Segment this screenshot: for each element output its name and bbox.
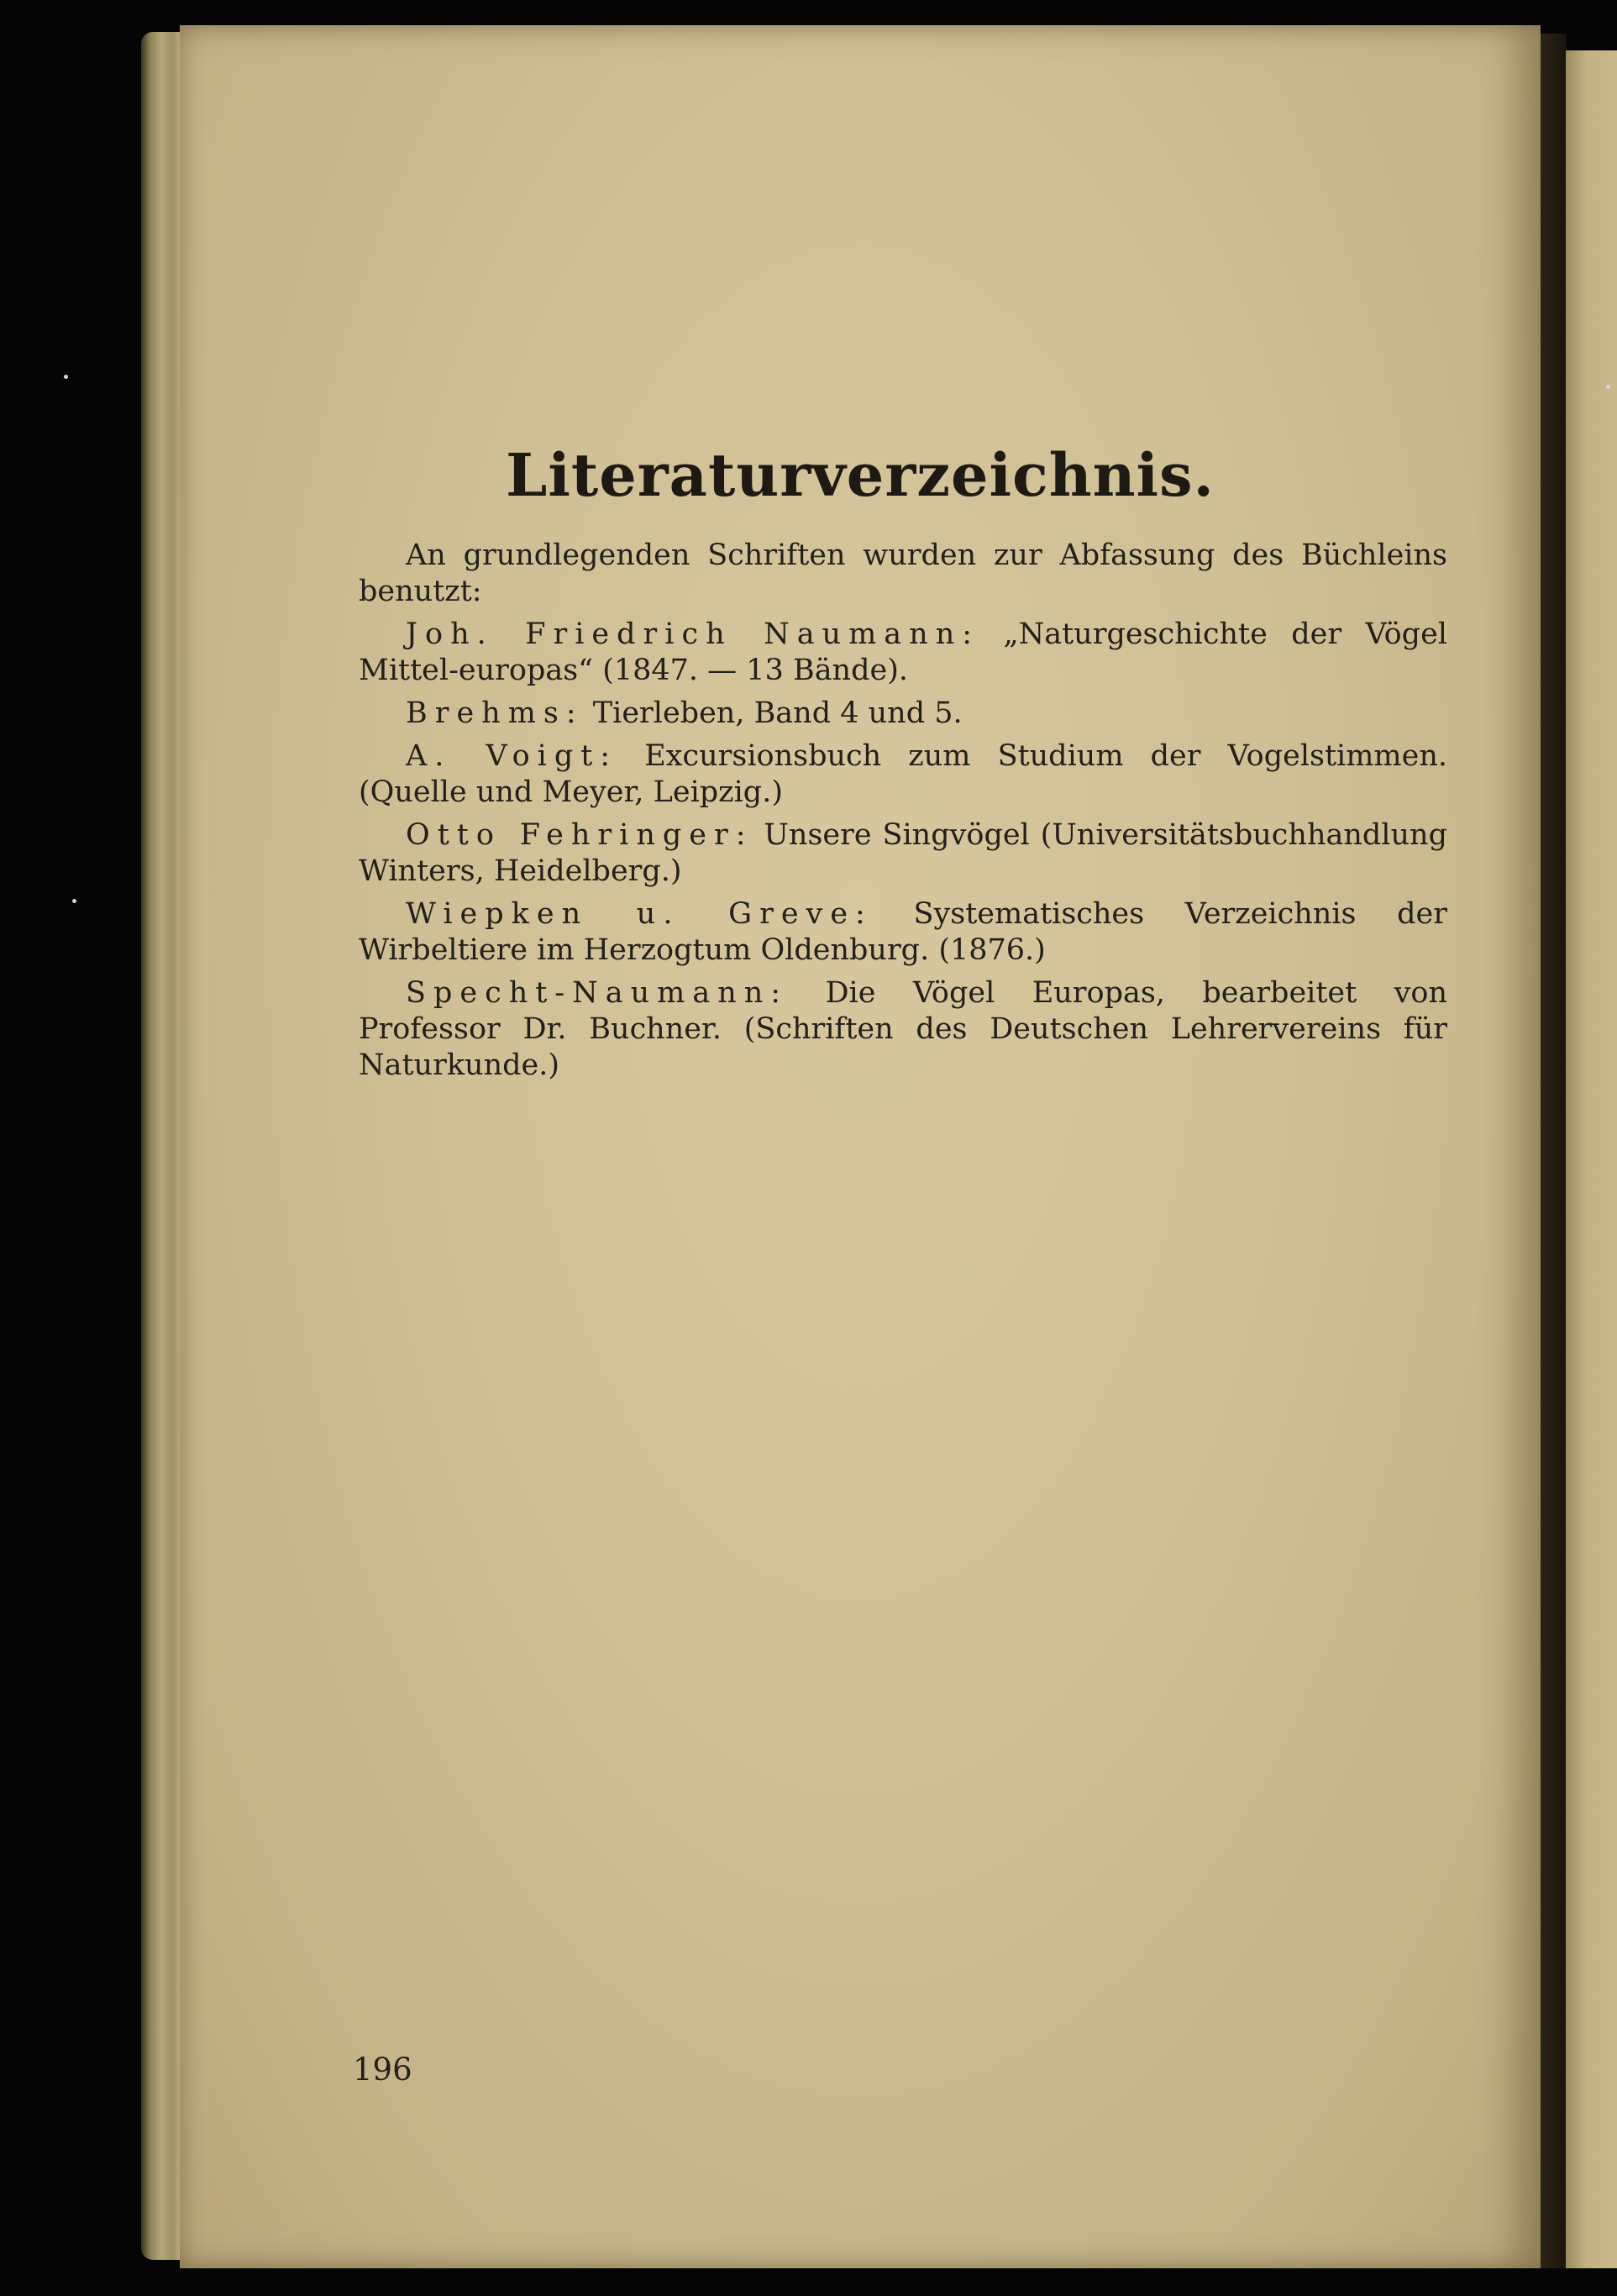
entry-author: A. Voigt: [406,739,618,773]
intro-paragraph: An grundlegenden Schriften wurden zur Abfassung des Büchleins benutzt: [359,539,1447,608]
bibliography-entry [359,696,1447,732]
entry-author: Joh. Friedrich Naumann: [406,617,980,651]
dust-speck [72,899,76,903]
entry-text: Tierleben, Band 4 und 5. [583,696,963,730]
book-page [180,25,1541,2268]
bibliography-entry [359,896,1447,969]
entry-author: Otto Fehringer: [406,818,753,852]
bibliography-entry [359,975,1447,1084]
bibliography-body [359,538,1447,1090]
dust-speck [64,375,68,379]
book-gutter [1541,34,1566,2268]
entry-text: Unsere Singvögel (Universitätsbuchhandlung Winters, Heidelberg.) [359,818,1447,888]
adjacent-page-edge [1566,50,1617,2268]
page-number: 196 [353,2052,412,2088]
entry-text: „Naturgeschichte der Vögel Mittel-europas“ (1847. — 13 Bände). [359,617,1447,687]
entry-text: Excursionsbuch zum Studium der Vogelstimmen. (Quelle und Meyer, Leipzig.) [359,739,1447,809]
bibliography-entry [359,617,1447,689]
entry-text: Systematisches Verzeichnis der Wirbeltiere im Herzogtum Oldenburg. (1876.) [359,897,1447,967]
entry-text: Die Vögel Europas, bearbeitet von Professor Dr. Buchner. (Schriften des Deutschen Lehrervereins für Naturkunde.) [359,976,1447,1082]
bibliography-entry [359,817,1447,890]
entry-author: Specht-Naumann: [406,976,789,1010]
entry-author: Wiepken u. Greve: [406,897,873,931]
bibliography-entry [359,738,1447,811]
entry-author: Brehms: [406,696,584,730]
dust-speck [1606,385,1610,389]
page-title: Literaturverzeichnis. [506,440,1215,510]
